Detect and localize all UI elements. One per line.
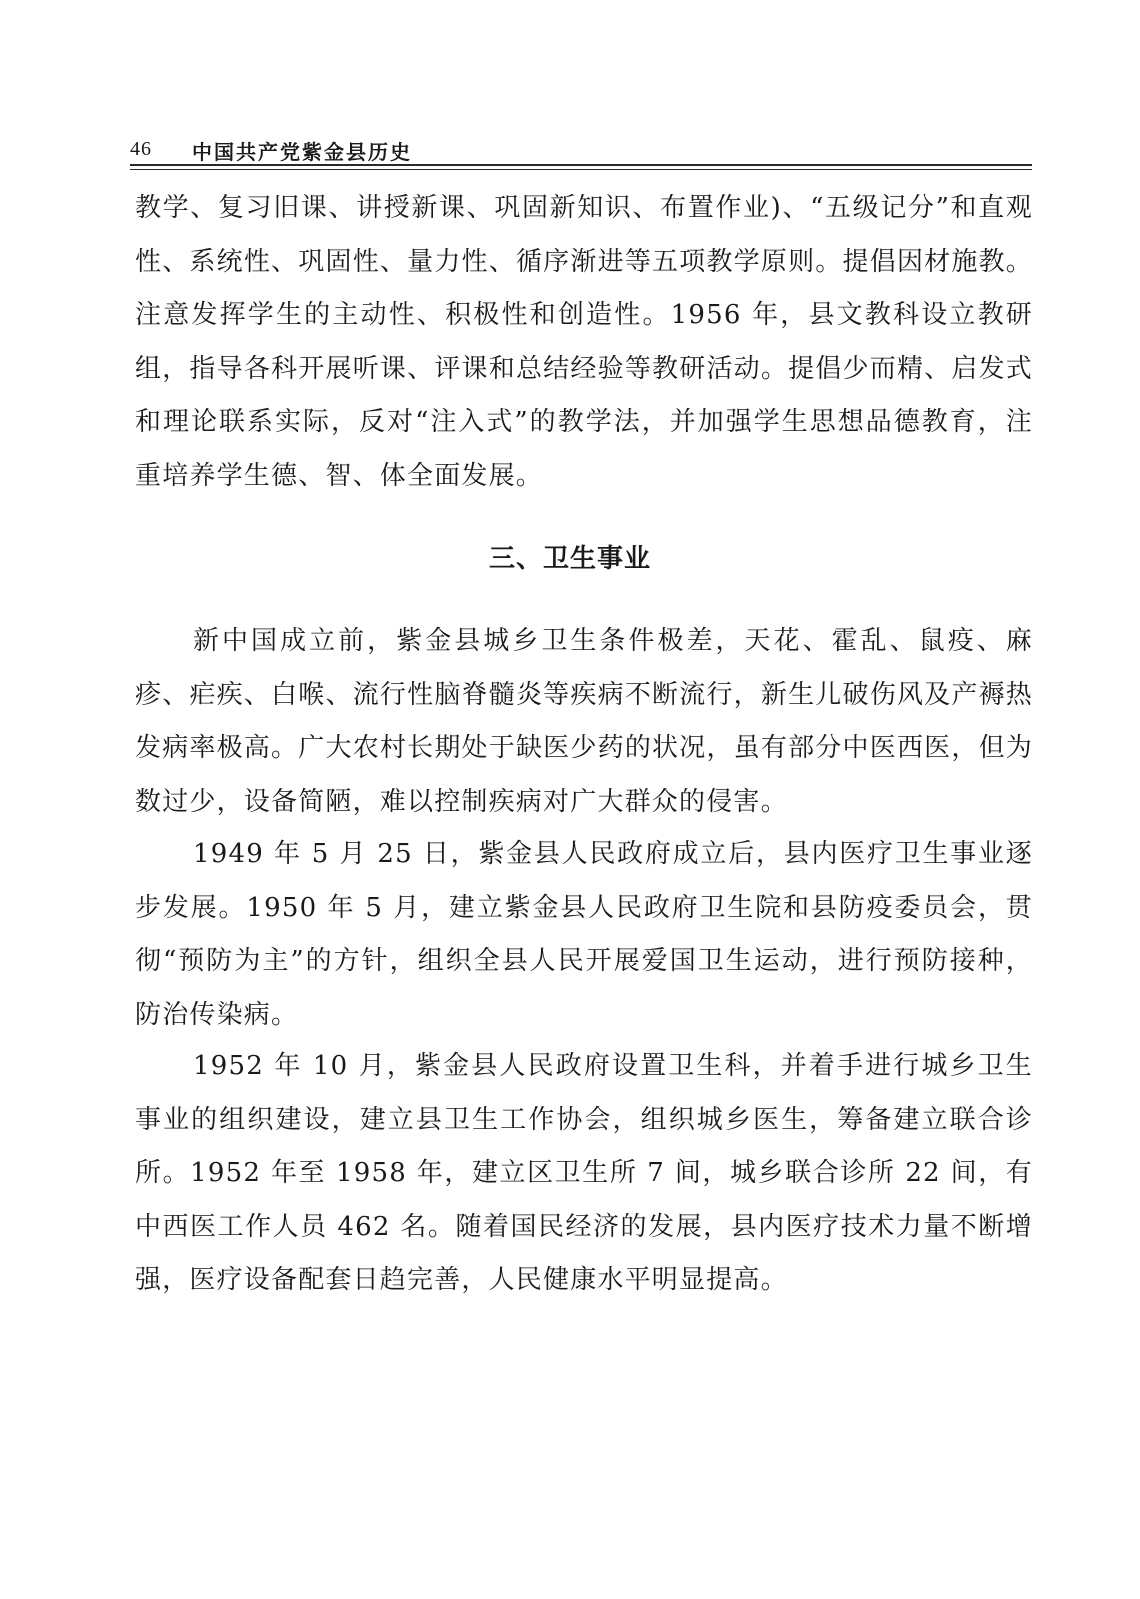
- body-paragraph: 新中国成立前，紫金县城乡卫生条件极差，天花、霍乱、鼠疫、麻疹、疟疾、白喉、流行性脑脊髓炎等疾病不断流行，新生儿破伤风及产褥热发病率极高。广大农村长期处于缺医少药的状况，虽有部分中医西医，但为数过少，设备简陋，难以控制疾病对广大群众的侵害。: [135, 626, 1033, 817]
- book-title: 中国共产党紫金县历史: [192, 140, 412, 164]
- page-number: 46: [130, 138, 152, 160]
- body-paragraph: 1949 年 5 月 25 日，紫金县人民政府成立后，县内医疗卫生事业逐步发展。1950 年 5 月，建立紫金县人民政府卫生院和县防疫委员会，贯彻“预防为主”的方针，组织全县人民开展爱国卫生运动，进行预防接种，防治传染病。: [135, 839, 1033, 1030]
- header-rule-thick: [130, 164, 1032, 166]
- header-rule-thin: [130, 169, 1032, 170]
- intro-paragraph: 教学、复习旧课、讲授新课、巩固新知识、布置作业)、“五级记分”和直观性、系统性、巩固性、量力性、循序渐进等五项教学原则。提倡因材施教。注意发挥学生的主动性、积极性和创造性。1956 年，县文教科设立教研组，指导各科开展听课、评课和总结经验等教研活动。提倡少而精、启发式和理论联系实际，反对“注入式”的教学法，并加强学生思想品德教育，注重培养学生德、智、体全面发展。: [135, 193, 1033, 491]
- section-heading: 三、卫生事业: [488, 544, 651, 574]
- body-paragraph: 1952 年 10 月，紫金县人民政府设置卫生科，并着手进行城乡卫生事业的组织建设，建立县卫生工作协会，组织城乡医生，筹备建立联合诊所。1952 年至 1958 年，建立区卫生所 7 间，城乡联合诊所 22 间，有中西医工作人员 462 名。随着国民经济的发展，县内医疗技术力量不断增强，医疗设备配套日趋完善，人民健康水平明显提高。: [135, 1051, 1033, 1295]
